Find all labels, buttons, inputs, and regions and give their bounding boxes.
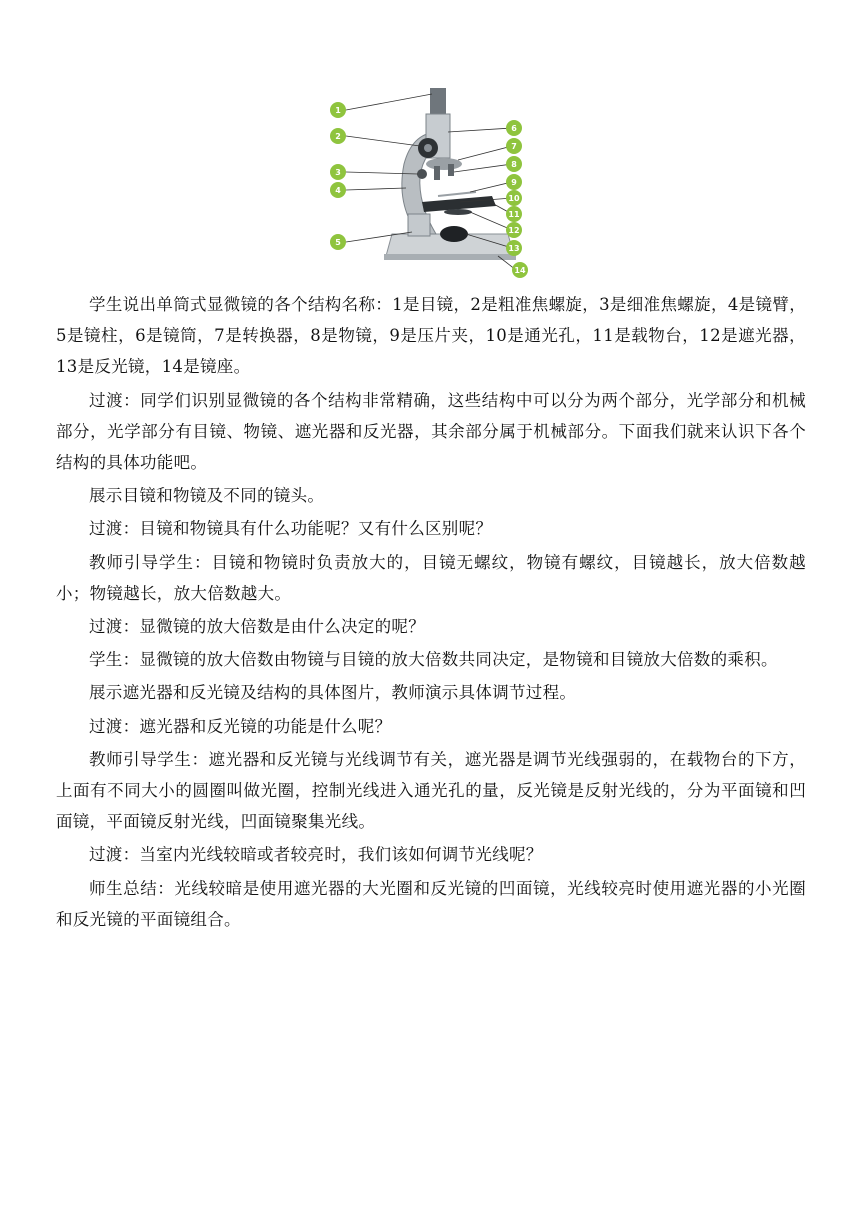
paragraph: 教师引导学生：遮光器和反光镜与光线调节有关，遮光器是调节光线强弱的，在载物台的下方，上面有不同大小的圆圈叫做光圈，控制光线进入通光孔的量，反光镜是反射光线的，分为平面镜和凹面镜，平面镜反射光线，凹面镜聚集光线。 — [56, 749, 806, 832]
callout-label: 12 — [508, 226, 520, 235]
objective-lens — [448, 164, 454, 176]
callout-label: 1 — [335, 106, 341, 115]
paragraph: 学生说出单筒式显微镜的各个结构名称：1是目镜，2是粗准焦螺旋，3是细准焦螺旋，4是镜臂，5是镜柱，6是镜筒，7是转换器，8是物镜，9是压片夹，10是通光孔，11是载物台，12是遮光器，13是反光镜，14是镜座。 — [56, 295, 806, 377]
paragraph: 过渡：遮光器和反光镜的功能是什么呢？ — [89, 716, 392, 736]
callout-label: 6 — [511, 124, 517, 133]
callout-label: 14 — [514, 266, 526, 275]
microscope-diagram — [326, 84, 532, 280]
microscope-base-edge — [384, 254, 516, 260]
paragraph: 教师引导学生：目镜和物镜时负责放大的，目镜无螺纹，物镜有螺纹，目镜越长，放大倍数越小；物镜越长，放大倍数越大。 — [56, 552, 806, 603]
objective-lens — [434, 166, 440, 180]
callout-label: 3 — [335, 168, 341, 177]
coarse-focus-knob-center — [424, 144, 432, 152]
document-body — [56, 289, 806, 937]
callout-label: 8 — [511, 160, 517, 169]
callout-label: 9 — [511, 178, 517, 187]
paragraph: 过渡：当室内光线较暗或者较亮时，我们该如何调节光线呢？ — [89, 845, 543, 865]
microscope-figure — [326, 84, 532, 280]
callout-label: 5 — [335, 238, 341, 247]
nosepiece — [426, 158, 462, 170]
paragraph: 展示遮光器和反光镜及结构的具体图片，教师演示具体调节过程。 — [89, 683, 577, 703]
paragraph: 过渡：显微镜的放大倍数是由什么决定的呢？ — [89, 617, 425, 637]
stage-clip — [438, 192, 476, 196]
diaphragm — [444, 209, 472, 215]
paragraph: 学生：显微镜的放大倍数由物镜与目镜的放大倍数共同决定，是物镜和目镜放大倍数的乘积。 — [89, 650, 778, 670]
callout-label: 4 — [335, 186, 341, 195]
paragraph: 展示目镜和物镜及不同的镜头。 — [89, 486, 325, 506]
fine-focus-knob — [417, 169, 427, 179]
callout-label: 2 — [335, 132, 341, 141]
paragraph: 过渡：同学们识别显微镜的各个结构非常精确，这些结构中可以分为两个部分，光学部分和机械部分，光学部分有目镜、物镜、遮光器和反光器，其余部分属于机械部分。下面我们就来认识下各个结构的具体功能吧。 — [56, 390, 806, 473]
callout-label: 7 — [511, 142, 517, 151]
mirror — [440, 226, 468, 242]
callout-label: 11 — [508, 210, 520, 219]
paragraph: 师生总结：光线较暗是使用遮光器的大光圈和反光镜的凹面镜，光线较亮时使用遮光器的小光圈和反光镜的平面镜组合。 — [56, 878, 806, 929]
callout-label: 13 — [508, 244, 520, 253]
eyepiece — [430, 88, 446, 116]
paragraph: 过渡：目镜和物镜具有什么功能呢？又有什么区别呢？ — [89, 519, 493, 539]
microscope-pillar — [408, 214, 430, 236]
callout-label: 10 — [508, 194, 520, 203]
